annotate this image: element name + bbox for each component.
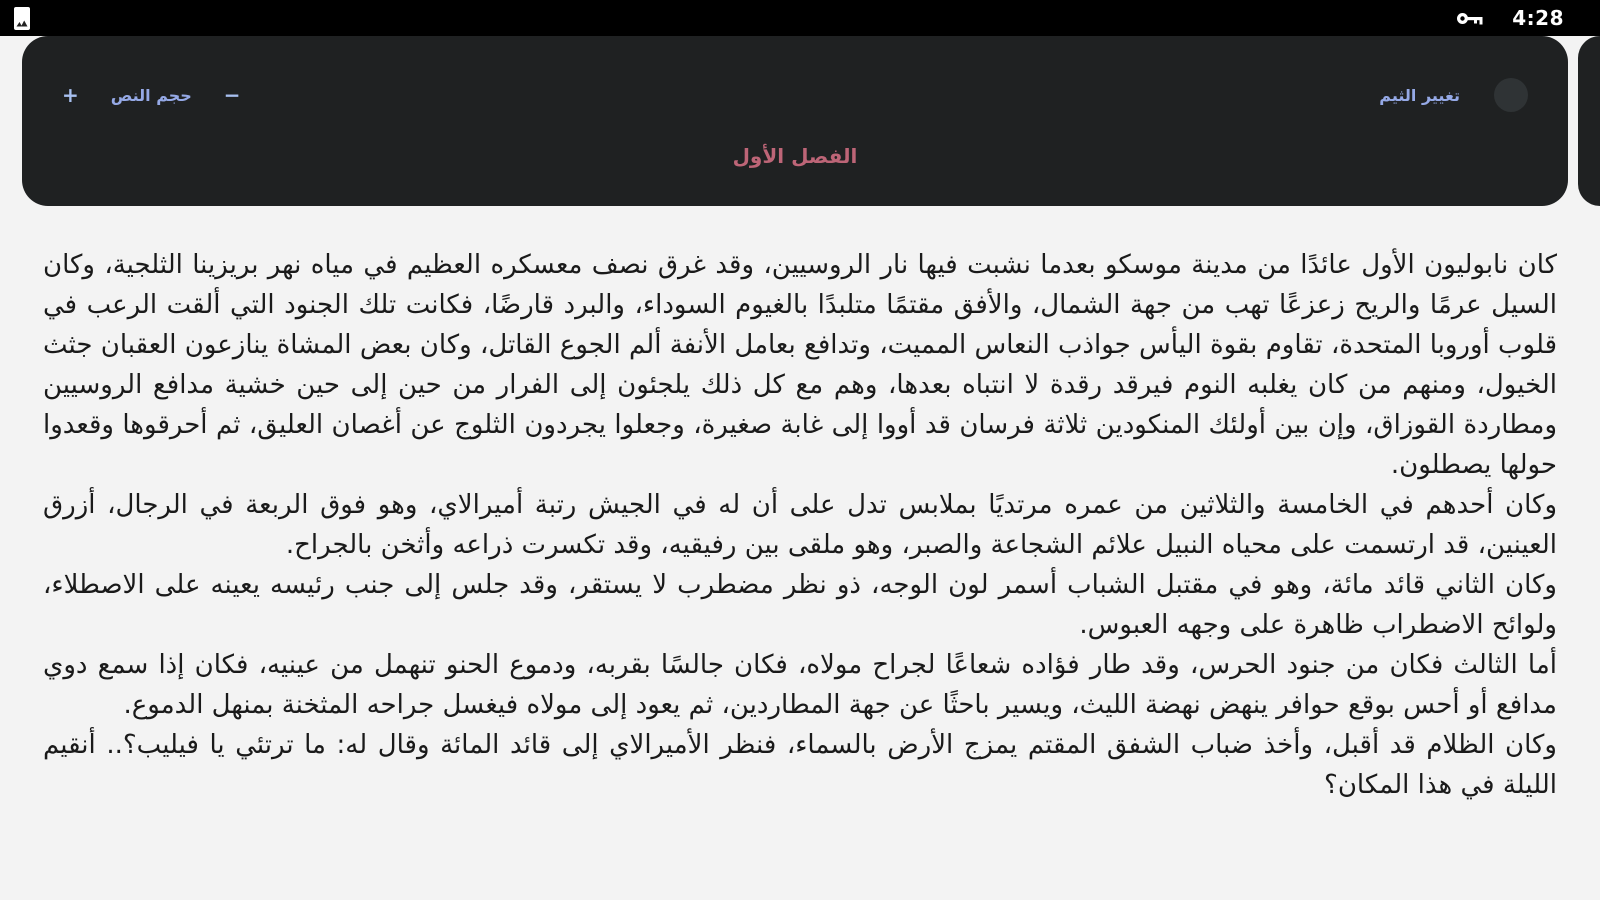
chapter-text[interactable] [43, 245, 1557, 900]
theme-toggle-label[interactable]: تغيير الثيم [1379, 85, 1460, 105]
photo-notification-icon [14, 7, 30, 30]
decrease-font-button[interactable]: − [223, 83, 241, 107]
vpn-key-icon [1456, 10, 1484, 27]
reader-header-controls [62, 78, 1528, 112]
reader-page [0, 36, 1600, 900]
next-page-header-peek [1578, 36, 1600, 206]
chapter-paragraph: وكان الثاني قائد مائة، وهو في مقتبل الشباب أسمر لون الوجه، ذو نظر مضطرب لا يستقر، وقد جلس إلى جنب رئيسه يعينه على الاصطلاء، ولوائح الاضطراب ظاهرة على وجهه العبوس. [43, 570, 1557, 640]
chapter-title: الفصل الأول [732, 144, 858, 168]
chapter-paragraph: كان نابوليون الأول عائدًا من مدينة موسكو بعدما نشبت فيها نار الروسيين، وقد غرق نصف معسكره العظيم في مياه نهر بريزينا الثلجية، وكان السيل عرمًا والريح زعزعًا تهب من جهة الشمال، والأفق مقتمًا متلبدًا بالغيوم السوداء، والبرد قارضًا، فكانت تلك الجنود التي ألقت الرعب في قلوب أوروبا المتحدة، تقاوم بقوة اليأس جواذب النعاس المميت، وتدافع بعامل الأنفة ألم الجوع القاتل، وكان بعض المشاة ينازعون العقبان جثث الخيول، ومنهم من كان يغلبه النوم فيرقد رقدة لا انتباه بعدها، وهم مع كل ذلك يلجئون إلى الفرار من حين إلى حين خشية مدافع الروسيين ومطاردة القوزاق، وإن بين أولئك المنكودين ثلاثة فرسان قد أووا إلى غابة صغيرة، وجعلوا يجردون الثلوج عن أغصان العليق، ثم أحرقوها وقعدوا حولها يصطلون. [43, 250, 1557, 480]
theme-circle-icon[interactable] [1494, 78, 1528, 112]
status-right-cluster [1456, 6, 1586, 30]
increase-font-button[interactable]: + [62, 83, 79, 107]
chapter-paragraph: وكان الظلام قد أقبل، وأخذ ضباب الشفق المقتم يمزج الأرض بالسماء، فنظر الأميرالاي إلى قائد المائة وقال له: ما ترتئي يا فيليب؟.. أنقيم الليلة في هذا المكان؟ [43, 730, 1557, 800]
mountains-glyph [16, 19, 28, 27]
chapter-paragraph: وكان أحدهم في الخامسة والثلاثين من عمره مرتديًا بملابس تدل على أن له في الجيش رتبة أميرالاي، وهو فوق الربعة في الرجال، أزرق العينين، قد ارتسمت على محياه النبيل علائم الشجاعة والصبر، وهو ملقى بين رفيقيه، وقد تكسرت ذراعه وأثخن بالجراح. [43, 490, 1557, 560]
chapter-paragraph: أما الثالث فكان من جنود الحرس، وقد طار فؤاده شعاعًا لجراح مولاه، فكان جالسًا بقربه، ودموع الحنو تنهمل من عينيه، فكان إذا سمع دوي مدافع أو أحس بوقع حوافر ينهض نهضة الليث، ويسير باحثًا عن جهة المطاردين، ثم يعود إلى مولاه فيغسل جراحه المثخنة بمنهل الدموع. [43, 650, 1557, 720]
status-time: 4:28 [1512, 6, 1564, 30]
theme-toggle[interactable] [1379, 78, 1528, 112]
status-bar [0, 0, 1600, 36]
font-size-control [62, 85, 241, 105]
font-size-label: حجم النص [110, 85, 192, 105]
reader-header-panel [22, 36, 1568, 206]
